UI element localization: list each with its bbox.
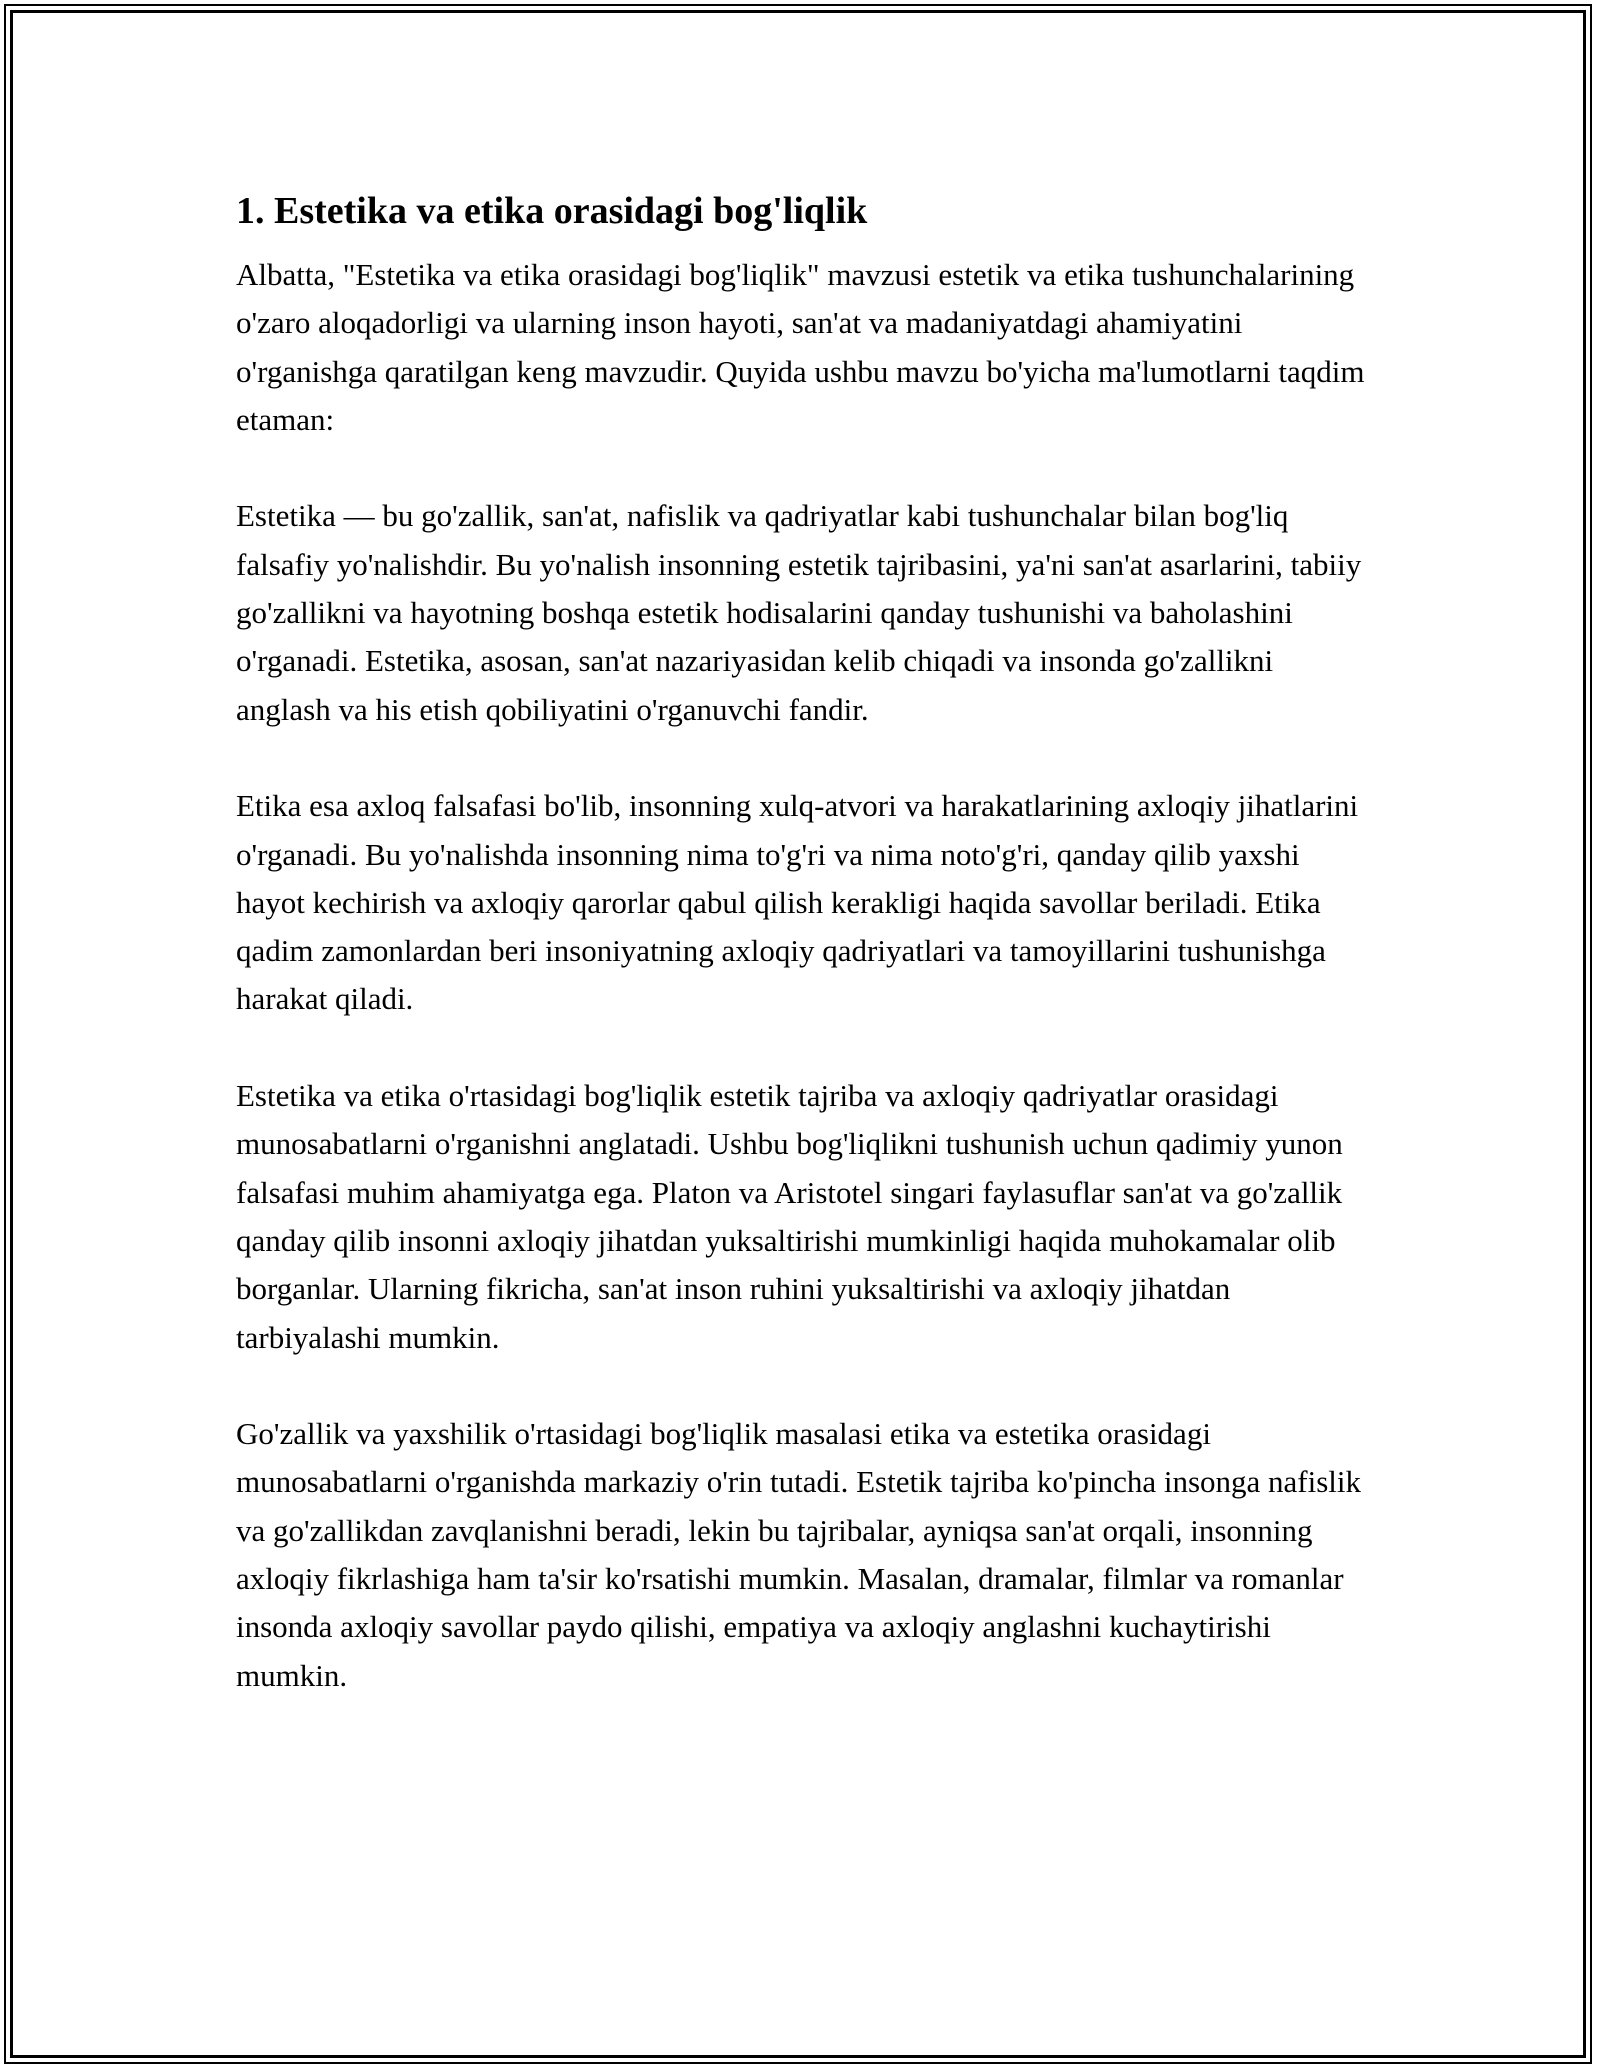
paragraph-etika: Etika esa axloq falsafasi bo'lib, insonning xulq-atvori va harakatlarining axloqiy jihatlarini o'rganadi. Bu yo'nalishda insonning nima to'g'ri va nima noto'g'ri, qanday qilib yaxshi hayot kechirish va axloqiy qarorlar qabul qilish kerakligi haqida savollar beriladi. Etika qadim zamonlardan beri insoniyatning axloqiy qadriyatlari va tamoyillarini tushunishga harakat qiladi. <box>236 788 1359 1017</box>
paragraph-relationship: Estetika va etika o'rtasidagi bog'liqlik estetik tajriba va axloqiy qadriyatlar orasidagi munosabatlarni o'rganishni anglatadi. Ushbu bog'liqlikni tushunish uchun qadimiy yunon falsafasi muhim ahamiyatga ega. Platon va Aristotel singari faylasuflar san'at va go'zallik qanday qilib insonni axloqiy jihatdan yuksaltirishi mumkinligi haqida muhokamalar olib borganlar. Ularning fikricha, san'at inson ruhini yuksaltirishi va axloqiy jihatdan tarbiyalashi mumkin. <box>236 1078 1343 1355</box>
paragraph-intro: Albatta, "Estetika va etika orasidagi bog'liqlik" mavzusi estetik va etika tushunchalarining o'zaro aloqadorligi va ularning inson hayoti, san'at va madaniyatdagi ahamiyatini o'rganishga qaratilgan keng mavzudir. Quyida ushbu mavzu bo'yicha ma'lumotlarni taqdim etaman: <box>236 257 1365 437</box>
document-body <box>236 187 1366 1748</box>
paragraph-estetika: Estetika — bu go'zallik, san'at, nafislik va qadriyatlar kabi tushunchalar bilan bog'liq falsafiy yo'nalishdir. Bu yo'nalish insonning estetik tajribasini, ya'ni san'at asarlarini, tabiiy go'zallikni va hayotning boshqa estetik hodisalarini qanday tushunishi va baholashini o'rganadi. Estetika, asosan, san'at nazariyasidan kelib chiqadi va insonda go'zallikni anglash va his etish qobiliyatini o'rganuvchi fandir. <box>236 498 1362 727</box>
section-heading: 1. Estetika va etika orasidagi bog'liqlik <box>236 190 868 232</box>
paragraph-beauty-goodness: Go'zallik va yaxshilik o'rtasidagi bog'liqlik masalasi etika va estetika orasidagi munosabatlarni o'rganishda markaziy o'rin tutadi. Estetik tajriba ko'pincha insonga nafislik va go'zallikdan zavqlanishni beradi, lekin bu tajribalar, ayniqsa san'at orqali, insonning axloqiy fikrlashiga ham ta'sir ko'rsatishi mumkin. Masalan, dramalar, filmlar va romanlar insonda axloqiy savollar paydo qilishi, empatiya va axloqiy anglashni kuchaytirishi mumkin. <box>236 1416 1362 1693</box>
